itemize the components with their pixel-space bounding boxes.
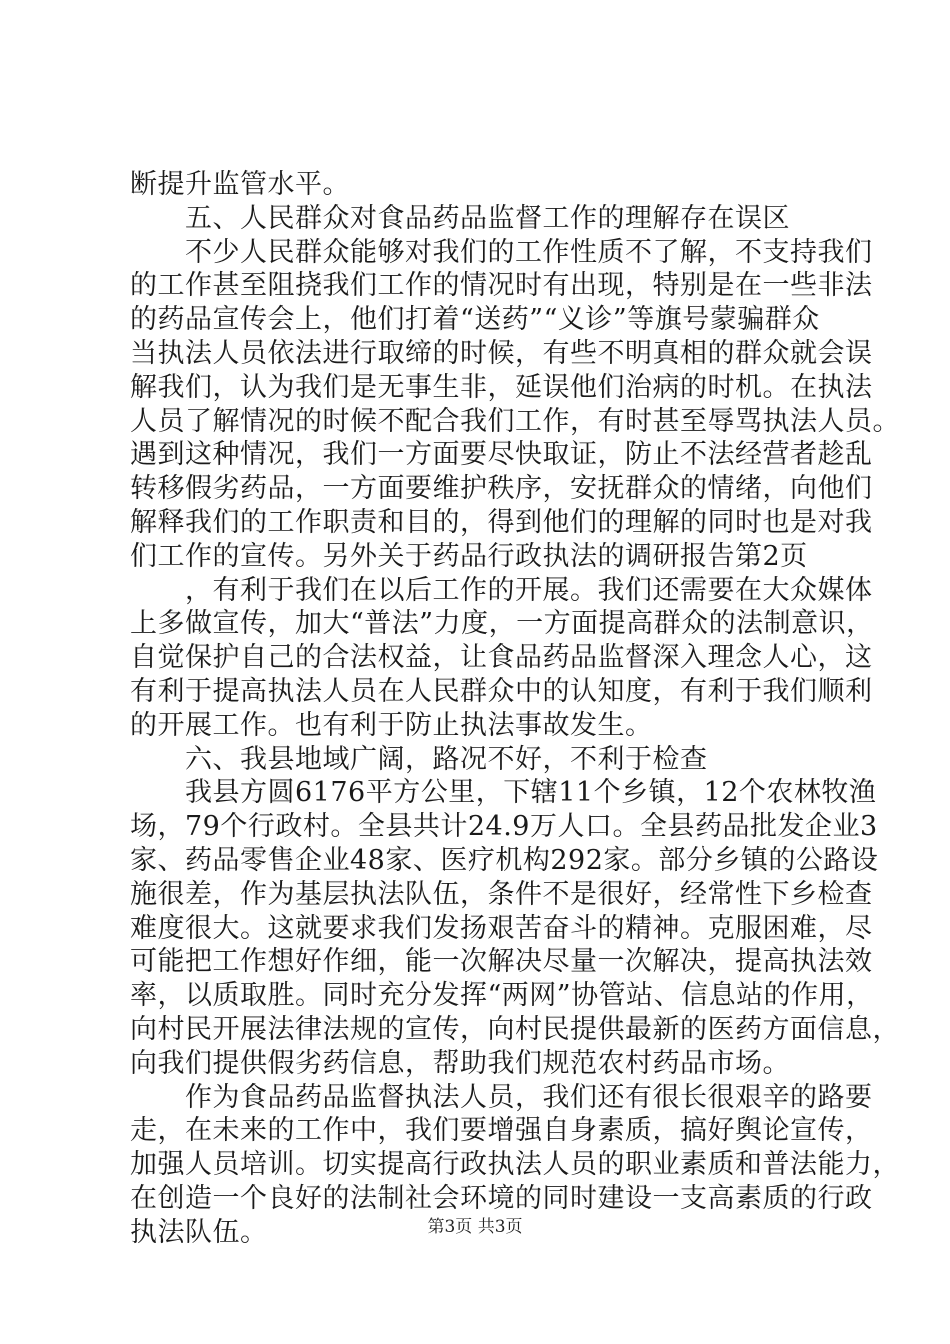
text-line: 向我们提供假劣药信息，帮助我们规范农村药品市场。 — [130, 1047, 790, 1079]
paragraph — [130, 236, 900, 574]
text-line: 解我们，认为我们是无事生非，延误他们治病的时机。在执法 — [130, 371, 873, 403]
text-line: 在创造一个良好的法制社会环境的同时建设一支高素质的行政 — [130, 1182, 873, 1214]
paragraph — [130, 743, 830, 777]
text-line: 走，在未来的工作中，我们要增强自身素质，搞好舆论宣传， — [130, 1115, 873, 1147]
page-footer: 第3页 共3页 — [427, 1217, 523, 1237]
text-line: 自觉保护自己的合法权益，让食品药品监督深入理念人心，这 — [130, 642, 873, 674]
text-line: 向村民开展法律法规的宣传，向村民提供最新的医药方面信息， — [130, 1013, 900, 1045]
document-body — [130, 168, 900, 1250]
text-line: 难度很大。这就要求我们发扬艰苦奋斗的精神。克服困难，尽 — [130, 912, 873, 944]
text-line: 率，以质取胜。同时充分发挥“两网”协管站、信息站的作用， — [130, 980, 874, 1012]
paragraph — [130, 168, 830, 202]
paragraph — [130, 776, 900, 1080]
text-line: 可能把工作想好作细，能一次解决尽量一次解决，提高执法效 — [130, 946, 873, 978]
paragraph — [130, 202, 830, 236]
text-line: 六、我县地域广阔，路况不好，不利于检查 — [185, 743, 708, 775]
text-line: 们工作的宣传。另外关于药品行政执法的调研报告第2页 — [130, 540, 808, 572]
text-line: 遇到这种情况，我们一方面要尽快取证，防止不法经营者趁乱 — [130, 439, 873, 471]
text-line: 的工作甚至阻挠我们工作的情况时有出现，特别是在一些非法 — [130, 270, 873, 302]
paragraph — [130, 574, 874, 743]
text-line: 上多做宣传，加大“普法”力度，一方面提高群众的法制意识， — [130, 608, 874, 640]
text-line: 的药品宣传会上，他们打着“送药”“义诊”等旗号蒙骗群众 — [130, 304, 820, 336]
text-line: ，有利于我们在以后工作的开展。我们还需要在大众媒体 — [185, 574, 873, 606]
text-line: 转移假劣药品，一方面要维护秩序，安抚群众的情绪，向他们 — [130, 473, 873, 505]
text-line: 作为食品药品监督执法人员，我们还有很长很艰辛的路要 — [185, 1081, 873, 1113]
text-line: 当执法人员依法进行取缔的时候，有些不明真相的群众就会误 — [130, 337, 873, 369]
text-line: 施很差，作为基层执法队伍，条件不是很好，经常性下乡检查 — [130, 878, 873, 910]
text-line: 场，79个行政村。全县共计24.9万人口。全县药品批发企业3 — [130, 811, 878, 843]
text-line: 解释我们的工作职责和目的，得到他们的理解的同时也是对我 — [130, 506, 873, 538]
text-line: 的开展工作。也有利于防止执法事故发生。 — [130, 709, 653, 741]
text-line: 人员了解情况的时候不配合我们工作，有时甚至辱骂执法人员。 — [130, 405, 900, 437]
text-line: 家、药品零售企业48家、医疗机构292家。部分乡镇的公路设 — [130, 844, 879, 876]
text-line: 我县方圆6176平方公里，下辖11个乡镇，12个农林牧渔 — [185, 777, 877, 809]
text-line: 执法队伍。 — [130, 1216, 268, 1248]
text-line: 断提升监管水平。 — [130, 169, 350, 200]
text-line: 五、人民群众对食品药品监督工作的理解存在误区 — [185, 202, 790, 234]
text-line: 加强人员培训。切实提高行政执法人员的职业素质和普法能力， — [130, 1149, 900, 1181]
text-line: 有利于提高执法人员在人民群众中的认知度，有利于我们顺利 — [130, 675, 873, 707]
text-line: 不少人民群众能够对我们的工作性质不了解，不支持我们 — [185, 236, 873, 268]
